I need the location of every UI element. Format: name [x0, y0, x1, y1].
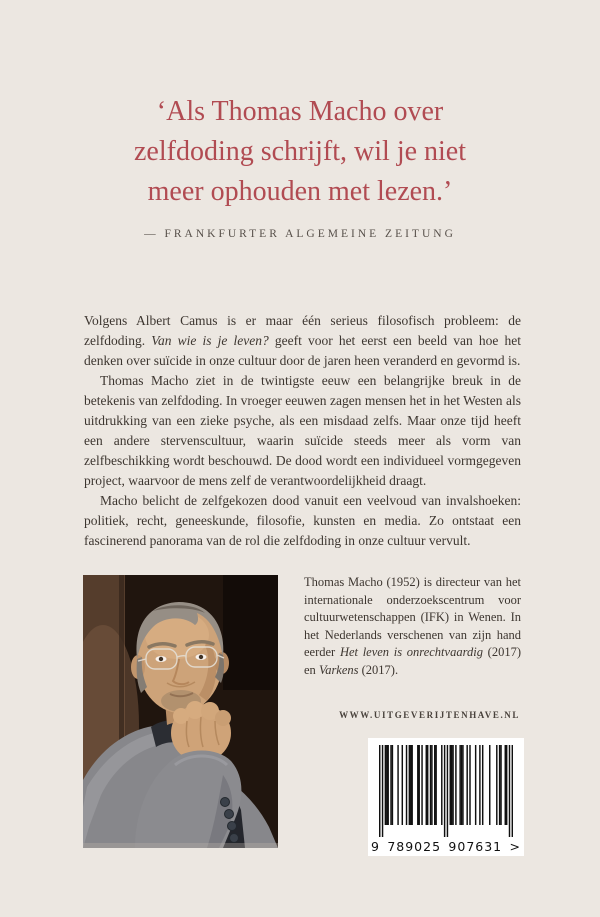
- barcode: [368, 738, 524, 856]
- author-photo-illustration: [83, 575, 278, 848]
- author-photo: [83, 575, 278, 848]
- isbn-right-group: 907631: [448, 838, 503, 854]
- blurb-paragraph-3: Macho belicht de zelfgekozen dood vanuit een veelvoud van invalshoeken: politiek, recht, geneeskunde, filosofie, kunsten en media. Zo ontstaat een fascinerend panorama van de rol die zelfdoding in onze cultuur vervult.: [84, 493, 521, 548]
- isbn-first-digit: 9: [371, 838, 380, 854]
- isbn-left-group: 789025: [387, 838, 442, 854]
- barcode-trailing-char: >: [509, 838, 521, 854]
- blurb-paragraph-1: Volgens Albert Camus is er maar één serieus filosofisch probleem: de zelfdoding. Van wie is je leven? geeft voor het eerst een beeld van hoe het denken over suïcide in onze cultuur door de jaren heen veranderd en gevormd is.: [84, 313, 521, 368]
- quote-attribution: — FRANKFURTER ALGEMEINE ZEITUNG: [144, 228, 456, 240]
- barcode-bars: [379, 745, 513, 837]
- press-quote: ‘Als Thomas Macho over zelfdoding schrijft, wil je niet meer ophouden met lezen.’: [133, 96, 467, 207]
- blurb-text: [84, 311, 521, 551]
- publisher-url: WWW.UITGEVERIJTENHAVE.NL: [339, 710, 520, 720]
- blurb-paragraph-2: Thomas Macho ziet in de twintigste eeuw een belangrijke breuk in de betekenis van zelfdoding. In vroeger eeuwen zagen mensen het in het Westen als uitdrukking van een zieke psyche, als een misdaad zelfs. Maar onze tijd heeft een andere stervenscultuur, waarin suïcide steeds meer als vorm van zelfbeschikking wordt beschouwd. De dood wordt een individueel vormgegeven project, waarvoor de mens zelf de verantwoordelijkheid draagt.: [84, 373, 521, 488]
- barcode-number: [371, 838, 521, 853]
- author-bio: Thomas Macho (1952) is directeur van het internationale onderzoekscentrum voor cultuurwetenschappen (IFK) in Wenen. In het Nederlands verschenen van zijn hand eerder Het leven is onrechtvaardig (2017) en Varkens (2017).: [304, 575, 521, 677]
